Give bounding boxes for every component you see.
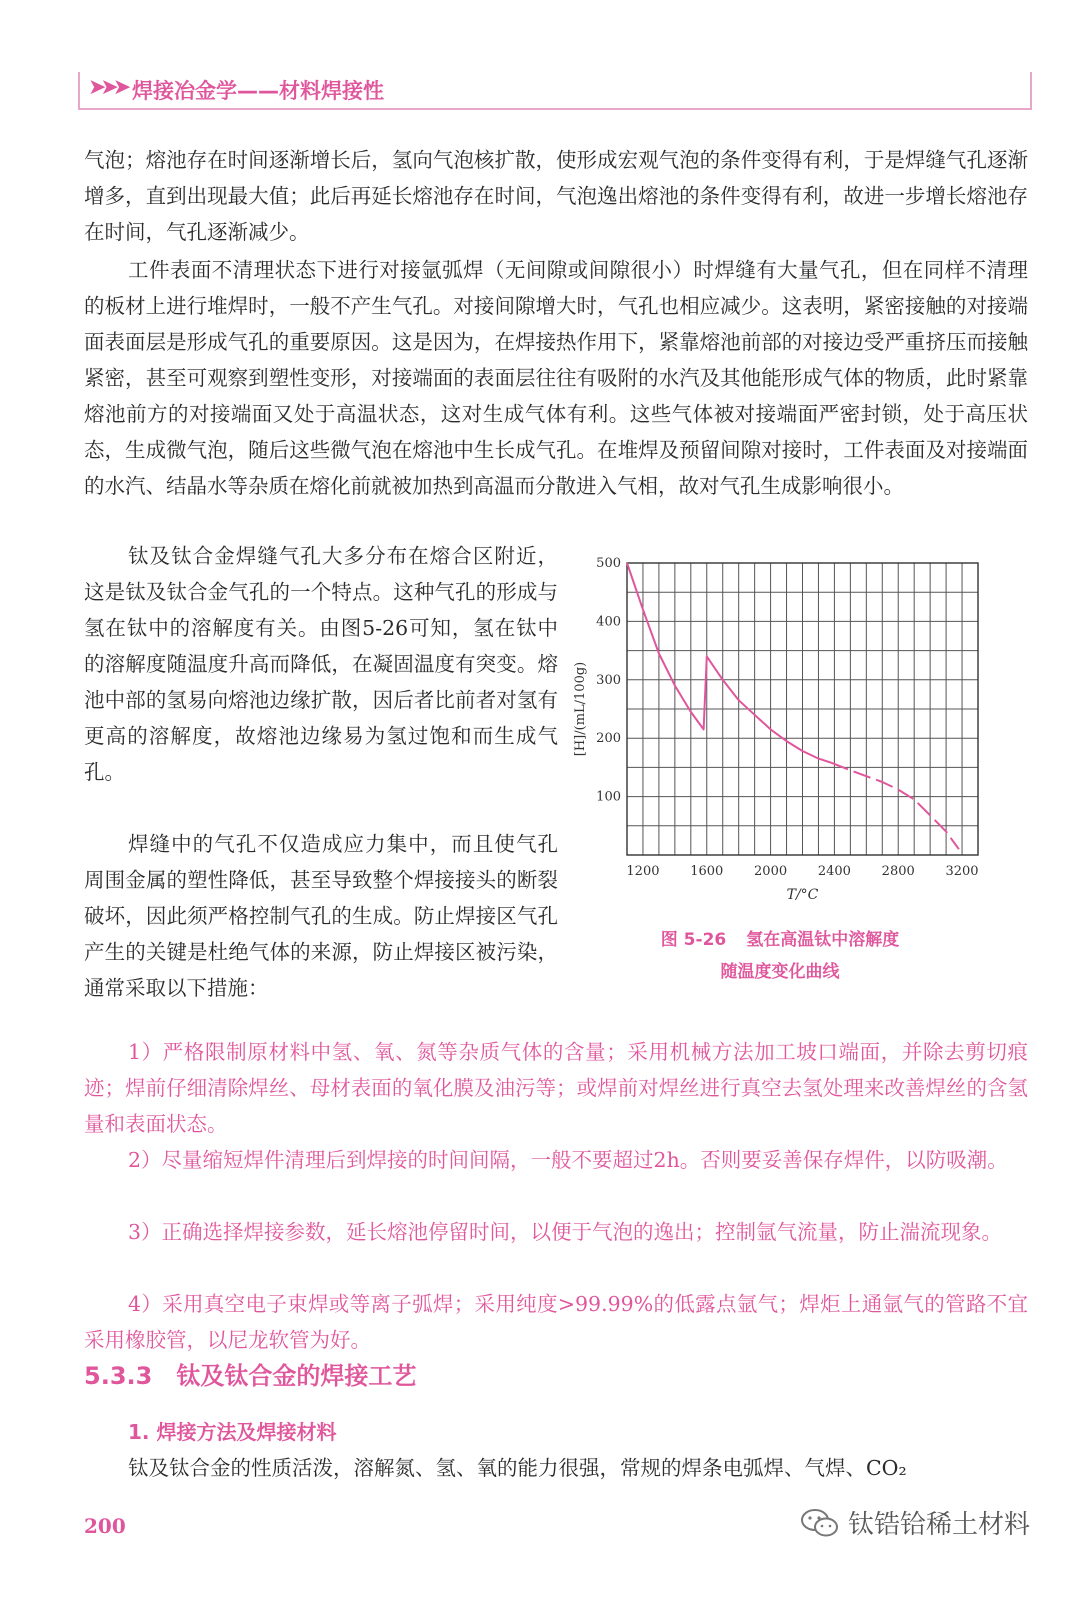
x-tick-label: 2800: [881, 864, 915, 879]
running-header: [78, 72, 1032, 110]
paragraph-1: 气泡；熔池存在时间逐渐增长后，氢向气泡核扩散，使形成宏观气泡的条件变得有利，于是焊缝气孔逐渐增多，直到出现最大值；此后再延长熔池存在时间，气泡逸出熔池的条件变得有利，故进一步增长熔池存在时间，气孔逐渐减少。: [84, 148, 1028, 244]
y-tick-label: 400: [596, 614, 621, 630]
measure-item-1: 1）严格限制原材料中氢、氧、氮等杂质气体的含量；采用机械方法加工坡口端面，并除去剪切痕迹；焊前仔细清除焊丝、母材表面的氧化膜及油污等；或焊前对焊丝进行真空去氢处理来改善焊丝的含氢量和表面状态。: [84, 1040, 1028, 1136]
paragraph-4: 焊缝中的气孔不仅造成应力集中，而且使气孔周围金属的塑性降低，甚至导致整个焊接接头的断裂破坏，因此须严格控制气孔的生成。防止焊接区气孔产生的关键是杜绝气体的来源，防止焊接区被污染，通常采取以下措施：: [84, 832, 558, 1000]
figure-caption-line-1: [560, 925, 1000, 950]
paragraph-5: 钛及钛合金的性质活泼，溶解氮、氢、氧的能力很强，常规的焊条电弧焊、气焊、CO₂: [128, 1456, 907, 1480]
figure-5-26: [560, 545, 1040, 995]
subsection-heading: 1. 焊接方法及焊接材料: [128, 1420, 337, 1444]
x-tick-label: 1600: [690, 864, 724, 879]
watermark: [800, 1504, 1030, 1541]
measure-item-4: 4）采用真空电子束焊或等离子弧焊；采用纯度>99.99%的低露点氩气；焊炬上通氩气的管路不宜采用橡胶管，以尼龙软管为好。: [84, 1292, 1028, 1352]
header-arrow-icon: ➤➤➤: [88, 75, 126, 100]
figure-caption-text-1: 氢在高温钛中溶解度: [746, 930, 900, 950]
x-tick-label: 1200: [626, 864, 660, 879]
y-tick-label: 500: [596, 556, 621, 571]
x-tick-label: 2400: [817, 864, 851, 879]
y-tick-label: 100: [596, 789, 621, 805]
wechat-icon: [800, 1507, 840, 1539]
paragraph-3: 钛及钛合金焊缝气孔大多分布在熔合区附近，这是钛及钛合金气孔的一个特点。这种气孔的形成与氢在钛中的溶解度有关。由图5-26可知，氢在钛中的溶解度随温度升高而降低，在凝固温度有突变。熔池中部的氢易向熔池边缘扩散，因后者比前者对氢有更高的溶解度，故熔池边缘易为氢过饱和而生成气孔。: [84, 544, 558, 784]
series-line-solid: [627, 563, 831, 763]
x-tick-label: 2000: [754, 864, 788, 879]
watermark-text: 钛锆铪稀土材料: [848, 1510, 1031, 1540]
y-axis-label: [H]/(mL/100g): [573, 661, 588, 757]
figure-caption-line-2: 随温度变化曲线: [720, 962, 840, 982]
paragraph-2: 工件表面不清理状态下进行对接氩弧焊（无间隙或间隙很小）时焊缝有大量气孔，但在同样不清理的板材上进行堆焊时，一般不产生气孔。对接间隙增大时，气孔也相应减少。这表明，紧密接触的对接端面表面层是形成气孔的重要原因。这是因为，在焊接热作用下，紧靠熔池前部的对接边受严重挤压而接触紧密，甚至可观察到塑性变形，对接端面的表面层往往有吸附的水汽及其他能形成气体的物质，此时紧靠熔池前方的对接端面又处于高温状态，这对生成气体有利。这些气体被对接端面严密封锁，处于高压状态，生成微气泡，随后这些微气泡在熔池中生长成气孔。在堆焊及预留间隙对接时，工件表面及对接端面的水汽、结晶水等杂质在熔化前就被加热到高温而分散进入气相，故对气孔生成影响很小。: [84, 258, 1028, 498]
y-tick-label: 200: [596, 731, 621, 747]
section-title: 钛及钛合金的焊接工艺: [176, 1362, 417, 1390]
measure-item-3: 3）正确选择焊接参数，延长熔池停留时间，以便于气泡的逸出；控制氩气流量，防止湍流现象。: [128, 1220, 1003, 1244]
measure-item-2: 2）尽量缩短焊件清理后到焊接的时间间隔，一般不要超过2h。否则要妥善保存焊件，以防吸潮。: [128, 1148, 1008, 1172]
x-tick-label: 3200: [945, 864, 979, 879]
figure-caption-label: 图 5-26: [660, 930, 727, 950]
section-number: 5.3.3: [84, 1362, 153, 1390]
header-title: 焊接冶金学——材料焊接性: [132, 75, 390, 105]
section-heading: [84, 1356, 416, 1391]
page-number: 200: [84, 1514, 126, 1538]
x-axis-label: T/°C: [786, 887, 819, 903]
y-tick-label: 300: [596, 672, 621, 688]
solubility-chart: [560, 545, 1040, 925]
